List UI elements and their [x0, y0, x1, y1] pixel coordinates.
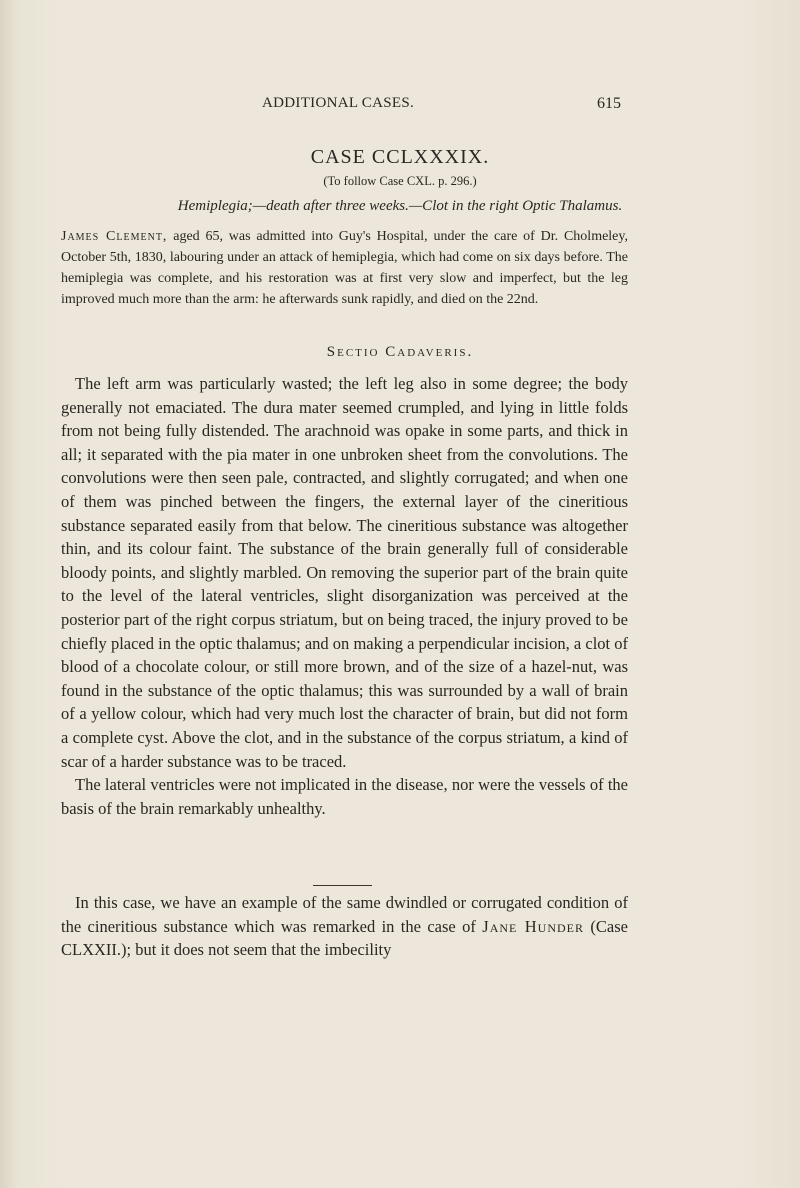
case-history	[61, 226, 628, 310]
case-history-text: aged 65, was admitted into Guy's Hospital, under the care of Dr. Cholmeley, October 5th, 1830, labouring under an attack of hemiplegia, which had come on six days before. The hemiplegia was complete, and his restoration was at first very slow and imperfect, but the leg improved much more than the arm: he afterwards sunk rapidly, and died on the 22nd.	[61, 229, 628, 307]
section-heading: Sectio Cadaveris.	[326, 344, 474, 360]
commentary-text-before: In this case, we have an example of the same dwindled or corrugated condition of the cineritious substance which was remarked in the case of	[61, 893, 628, 936]
running-head	[0, 95, 800, 119]
commentary-text-after: (Case CLXXII.); but it does not seem that the imbecility	[61, 916, 628, 960]
case-subtitle: Hemiplegia;—death after three weeks.—Clot in the right Optic Thalamus.	[177, 198, 623, 214]
section-divider	[313, 885, 372, 886]
running-title: ADDITIONAL CASES.	[262, 95, 415, 111]
autopsy-text	[61, 372, 628, 820]
autopsy-paragraph-2: The lateral ventricles were not implicated in the disease, nor were the vessels of the basis of the brain remarkably unhealthy.	[61, 775, 628, 818]
autopsy-paragraph-1: The left arm was particularly wasted; the left leg also in some degree; the body generally not emaciated. The dura mater seemed crumpled, and lying in little folds from not being fully distended. The arachnoid was opake in some parts, and thick in all; it separated with the pia mater in one unbroken sheet from the convolutions. The convolutions were then seen pale, contracted, and slightly corrugated; and when one of them was pinched between the fingers, the external layer of the cineritious substance separated easily from that below. The cineritious substance was altogether thin, and its colour faint. The substance of the brain generally full of considerable bloody points, and slightly marbled. On removing the superior part of the brain quite to the level of the lateral ventricles, slight disorganization was perceived at the posterior part of the right corpus striatum, but on being traced, the injury proved to be chiefly placed in the optic thalamus; and on making a perpendicular incision, a clot of blood of a chocolate colour, or still more brown, and of the size of a hazel-nut, was found in the substance of the optic thalamus; this was surrounded by a wall of brain of a yellow colour, which had very much lost the character of brain, but did not form a complete cyst. Above the clot, and in the substance of the corpus striatum, a kind of scar of a harder substance was to be traced.	[61, 374, 628, 771]
patient-name: James Clement,	[61, 229, 168, 244]
referenced-patient-name: Jane Hunder	[482, 916, 585, 936]
case-title: CASE CCLXXXIX.	[310, 146, 490, 168]
case-history-paragraph	[61, 226, 628, 310]
commentary-paragraph	[61, 891, 628, 962]
commentary	[61, 891, 628, 962]
page-number: 615	[597, 95, 621, 112]
case-reference: (To follow Case CXL. p. 296.)	[323, 174, 477, 188]
